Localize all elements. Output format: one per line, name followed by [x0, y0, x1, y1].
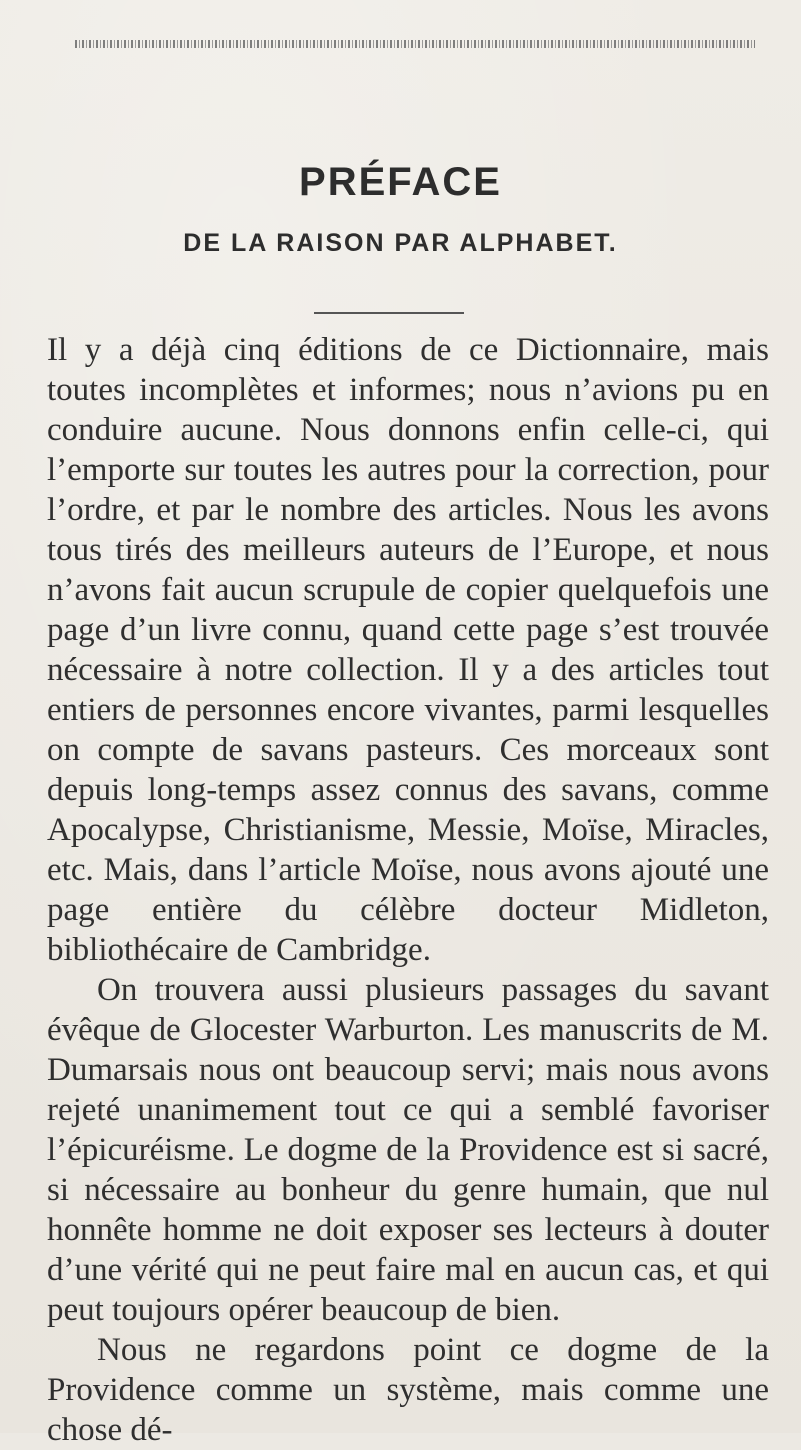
page-title: PRÉFACE	[299, 160, 502, 204]
body-text	[47, 330, 769, 1450]
paragraph: On trouvera aussi plusieurs passages du savant évêque de Glocester Warburton. Les manuscrits de M. Dumarsais nous ont beaucoup servi; mais nous avons rejeté unanimement tout ce qui a semblé favoriser l’épicuréisme. Le dogme de la Providence est si sacré, si nécessaire au bonheur du genre humain, que nul honnête homme ne doit exposer ses lecteurs à douter d’une vérité qui ne peut faire mal en aucun cas, et qui peut toujours opérer beaucoup de bien.	[47, 972, 769, 1328]
paragraph: Nous ne regardons point ce dogme de la Providence comme un système, mais comme une chose dé-	[47, 1332, 769, 1448]
decorative-border-ornament	[75, 40, 755, 48]
paragraph: Il y a déjà cinq éditions de ce Dictionnaire, mais toutes incomplètes et informes; nous n’avions pu en conduire aucune. Nous donnons enfin celle-ci, qui l’emporte sur toutes les autres pour la correction, pour l’ordre, et par le nombre des articles. Nous les avons tous tirés des meilleurs auteurs de l’Europe, et nous n’avons fait aucun scrupule de copier quelquefois une page d’un livre connu, quand cette page s’est trouvée nécessaire à notre collection. Il y a des articles tout entiers de personnes encore vivantes, parmi lesquelles on compte de savans pasteurs. Ces morceaux sont depuis long-temps assez connus des savans, comme Apocalypse, Christianisme, Messie, Moïse, Miracles, etc. Mais, dans l’article Moïse, nous avons ajouté une page entière du célèbre docteur Midleton, bibliothécaire de Cambridge.	[47, 332, 769, 968]
section-divider	[314, 312, 464, 314]
page-subtitle: DE LA RAISON PAR ALPHABET.	[183, 229, 618, 257]
